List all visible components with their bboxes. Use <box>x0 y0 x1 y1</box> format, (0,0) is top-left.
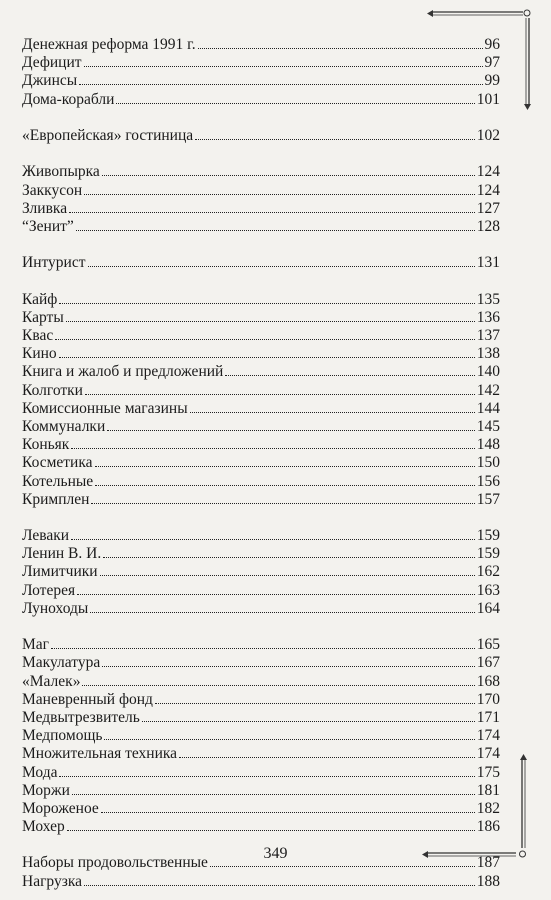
toc-entry-page: 145 <box>476 417 500 435</box>
toc-entry <box>22 454 500 472</box>
dot-leader <box>85 393 475 395</box>
toc-entry-page: 186 <box>476 818 500 836</box>
toc-entry <box>22 345 500 363</box>
toc-entry-page: 159 <box>476 527 500 545</box>
toc-entry <box>22 745 500 763</box>
toc-entry-title: Комиссионные магазины <box>22 399 188 417</box>
toc-entry-title: Мода <box>22 763 58 781</box>
dot-leader <box>102 665 475 667</box>
dot-leader <box>225 374 474 376</box>
toc-entry-page: 136 <box>476 308 500 326</box>
toc-entry <box>22 636 500 654</box>
toc-entry-page: 162 <box>476 563 500 581</box>
dot-leader <box>102 174 475 176</box>
toc-entry-page: 163 <box>476 581 500 599</box>
toc-entry-title: Колготки <box>22 381 83 399</box>
toc-entry-title: «Европейская» гостиница <box>22 126 194 144</box>
toc-entry <box>22 436 500 454</box>
toc-entry <box>22 363 500 381</box>
dot-leader <box>101 811 475 813</box>
toc-entry <box>22 254 500 272</box>
toc-entry-page: 99 <box>484 72 500 90</box>
dot-leader <box>100 574 475 576</box>
toc-entry-title: Леваки <box>22 527 70 545</box>
dot-leader <box>67 829 475 831</box>
dot-leader <box>179 756 475 758</box>
toc-entry-title: Квас <box>22 327 54 344</box>
toc-entry-page: 97 <box>484 54 500 72</box>
toc-entry <box>22 473 500 491</box>
toc-entry-page: 175 <box>476 763 500 781</box>
toc-entry-page: 165 <box>476 636 500 654</box>
toc-entry-page: 138 <box>476 345 500 363</box>
toc-entry-page: 131 <box>476 254 500 272</box>
toc-entry-page: 164 <box>476 599 500 617</box>
dot-leader <box>155 702 475 704</box>
dot-leader <box>91 502 474 504</box>
toc-entry <box>22 327 500 345</box>
toc-entry-title: Медвытрезвитель <box>22 708 140 726</box>
dot-leader <box>71 447 474 449</box>
toc-entry-page: 170 <box>476 690 500 708</box>
toc-entry-page: 187 <box>476 854 500 872</box>
table-of-contents <box>22 36 500 891</box>
toc-entry <box>22 691 500 709</box>
toc-entry-title: Маневренный фонд <box>22 690 153 708</box>
toc-entry <box>22 72 500 90</box>
toc-entry <box>22 200 500 218</box>
toc-entry <box>22 873 500 891</box>
toc-entry <box>22 400 500 418</box>
toc-entry <box>22 36 500 54</box>
toc-entry <box>22 91 500 109</box>
bleed-through-text: ········ <box>380 40 415 55</box>
toc-entry-title: Маг <box>22 636 50 654</box>
dot-leader <box>142 720 475 722</box>
dot-leader <box>66 320 475 322</box>
dot-leader <box>107 429 474 431</box>
toc-entry-page: 96 <box>484 36 500 53</box>
dot-leader <box>95 484 475 486</box>
toc-entry-title: Ленин В. И. <box>22 545 102 563</box>
toc-entry-page: 137 <box>476 327 500 344</box>
toc-entry-title: Мохер <box>22 818 65 836</box>
toc-entry-title: Котельные <box>22 472 94 490</box>
toc-entry-page: 102 <box>476 126 500 144</box>
toc-entry-title: Книга и жалоб и предложений <box>22 363 224 381</box>
toc-entry-title: Дефицит <box>22 54 82 72</box>
toc-entry-page: 171 <box>476 708 500 726</box>
toc-entry-title: Живопырка <box>22 163 100 181</box>
toc-entry-title: Кайф <box>22 290 58 308</box>
toc-entry <box>22 709 500 727</box>
toc-entry <box>22 764 500 782</box>
dot-leader <box>82 684 474 686</box>
toc-entry <box>22 291 500 309</box>
toc-entry <box>22 818 500 836</box>
toc-entry <box>22 491 500 509</box>
toc-entry <box>22 673 500 691</box>
toc-entry-title: Луноходы <box>22 599 89 617</box>
toc-entry-title: Нагрузка <box>22 872 83 890</box>
dot-leader <box>59 302 474 304</box>
toc-entry-title: Заккусон <box>22 181 83 199</box>
dot-leader <box>84 193 475 195</box>
toc-entry-page: 150 <box>476 454 500 472</box>
toc-entry-title: Макулатура <box>22 654 101 672</box>
toc-entry-page: 182 <box>476 799 500 817</box>
toc-entry-title: Дома-корабли <box>22 90 115 108</box>
dot-leader <box>84 65 483 67</box>
toc-entry-title: Коньяк <box>22 436 70 454</box>
toc-entry-page: 159 <box>476 545 500 563</box>
toc-entry-title: Коммуналки <box>22 417 106 435</box>
toc-entry-page: 188 <box>476 872 500 890</box>
toc-entry-title: Медпомощь <box>22 727 103 745</box>
toc-entry-page: 174 <box>476 745 500 763</box>
toc-entry-page: 168 <box>476 672 500 690</box>
toc-entry <box>22 418 500 436</box>
toc-entry-page: 181 <box>476 781 500 799</box>
toc-entry-page: 142 <box>476 381 500 399</box>
dot-leader <box>104 738 474 740</box>
toc-entry-page: 124 <box>476 181 500 199</box>
toc-entry-title: Интурист <box>22 254 86 272</box>
toc-entry <box>22 782 500 800</box>
toc-entry-title: Лимитчики <box>22 563 98 581</box>
toc-entry-page: 128 <box>476 217 500 235</box>
toc-entry-title: Мороженое <box>22 799 99 817</box>
dot-leader <box>79 83 482 85</box>
toc-entry-title: Множительная техника <box>22 745 178 763</box>
dot-leader <box>55 338 475 340</box>
toc-entry-page: 127 <box>476 199 500 217</box>
toc-entry-title: Лотерея <box>22 581 76 599</box>
toc-entry-page: 124 <box>476 163 500 181</box>
toc-entry-page: 174 <box>476 727 500 745</box>
dot-leader <box>198 47 483 49</box>
dot-leader <box>59 356 475 358</box>
dot-leader <box>210 865 475 867</box>
toc-entry-page: 148 <box>476 436 500 454</box>
dot-leader <box>88 265 475 267</box>
page-number: 349 <box>263 845 288 862</box>
toc-entry <box>22 127 500 145</box>
toc-entry <box>22 309 500 327</box>
dot-leader <box>190 411 475 413</box>
toc-entry <box>22 654 500 672</box>
toc-entry-page: 157 <box>476 490 500 508</box>
toc-entry-title: Косметика <box>22 454 93 472</box>
dot-leader <box>77 593 475 595</box>
toc-entry <box>22 545 500 563</box>
toc-entry-title: Карты <box>22 308 64 326</box>
toc-entry <box>22 218 500 236</box>
toc-entry-title: Джинсы <box>22 72 78 90</box>
dot-leader <box>116 102 474 104</box>
dot-leader <box>95 465 475 467</box>
toc-entry-title: Моржи <box>22 781 70 799</box>
dot-leader <box>103 556 475 558</box>
toc-entry <box>22 382 500 400</box>
toc-entry-title: Кримплен <box>22 490 90 508</box>
toc-entry-page: 140 <box>476 363 500 381</box>
dot-leader <box>71 538 475 540</box>
dot-leader <box>76 229 475 231</box>
toc-entry-title: Кино <box>22 345 57 363</box>
toc-entry-page: 101 <box>476 90 500 108</box>
toc-entry-title: Наборы продовольственные <box>22 854 208 872</box>
toc-entry <box>22 582 500 600</box>
dot-leader <box>59 775 474 777</box>
dot-leader <box>51 647 475 649</box>
dot-leader <box>195 138 475 140</box>
toc-entry-page: 135 <box>476 290 500 308</box>
toc-entry-title: Денежная реформа 1991 г. <box>22 36 196 53</box>
toc-entry-title: «Малек» <box>22 672 81 690</box>
toc-entry-page: 167 <box>476 654 500 672</box>
toc-entry <box>22 727 500 745</box>
toc-entry <box>22 182 500 200</box>
dot-leader <box>84 884 475 886</box>
toc-entry-title: “Зенит” <box>22 217 74 235</box>
dot-leader <box>69 211 475 213</box>
toc-entry <box>22 563 500 581</box>
toc-entry <box>22 527 500 545</box>
toc-entry <box>22 54 500 72</box>
toc-entry-page: 156 <box>476 472 500 490</box>
toc-entry-title: Зливка <box>22 199 68 217</box>
toc-entry-page: 144 <box>476 399 500 417</box>
dot-leader <box>90 611 474 613</box>
toc-entry <box>22 800 500 818</box>
toc-entry <box>22 600 500 618</box>
dot-leader <box>72 793 475 795</box>
toc-entry <box>22 163 500 181</box>
